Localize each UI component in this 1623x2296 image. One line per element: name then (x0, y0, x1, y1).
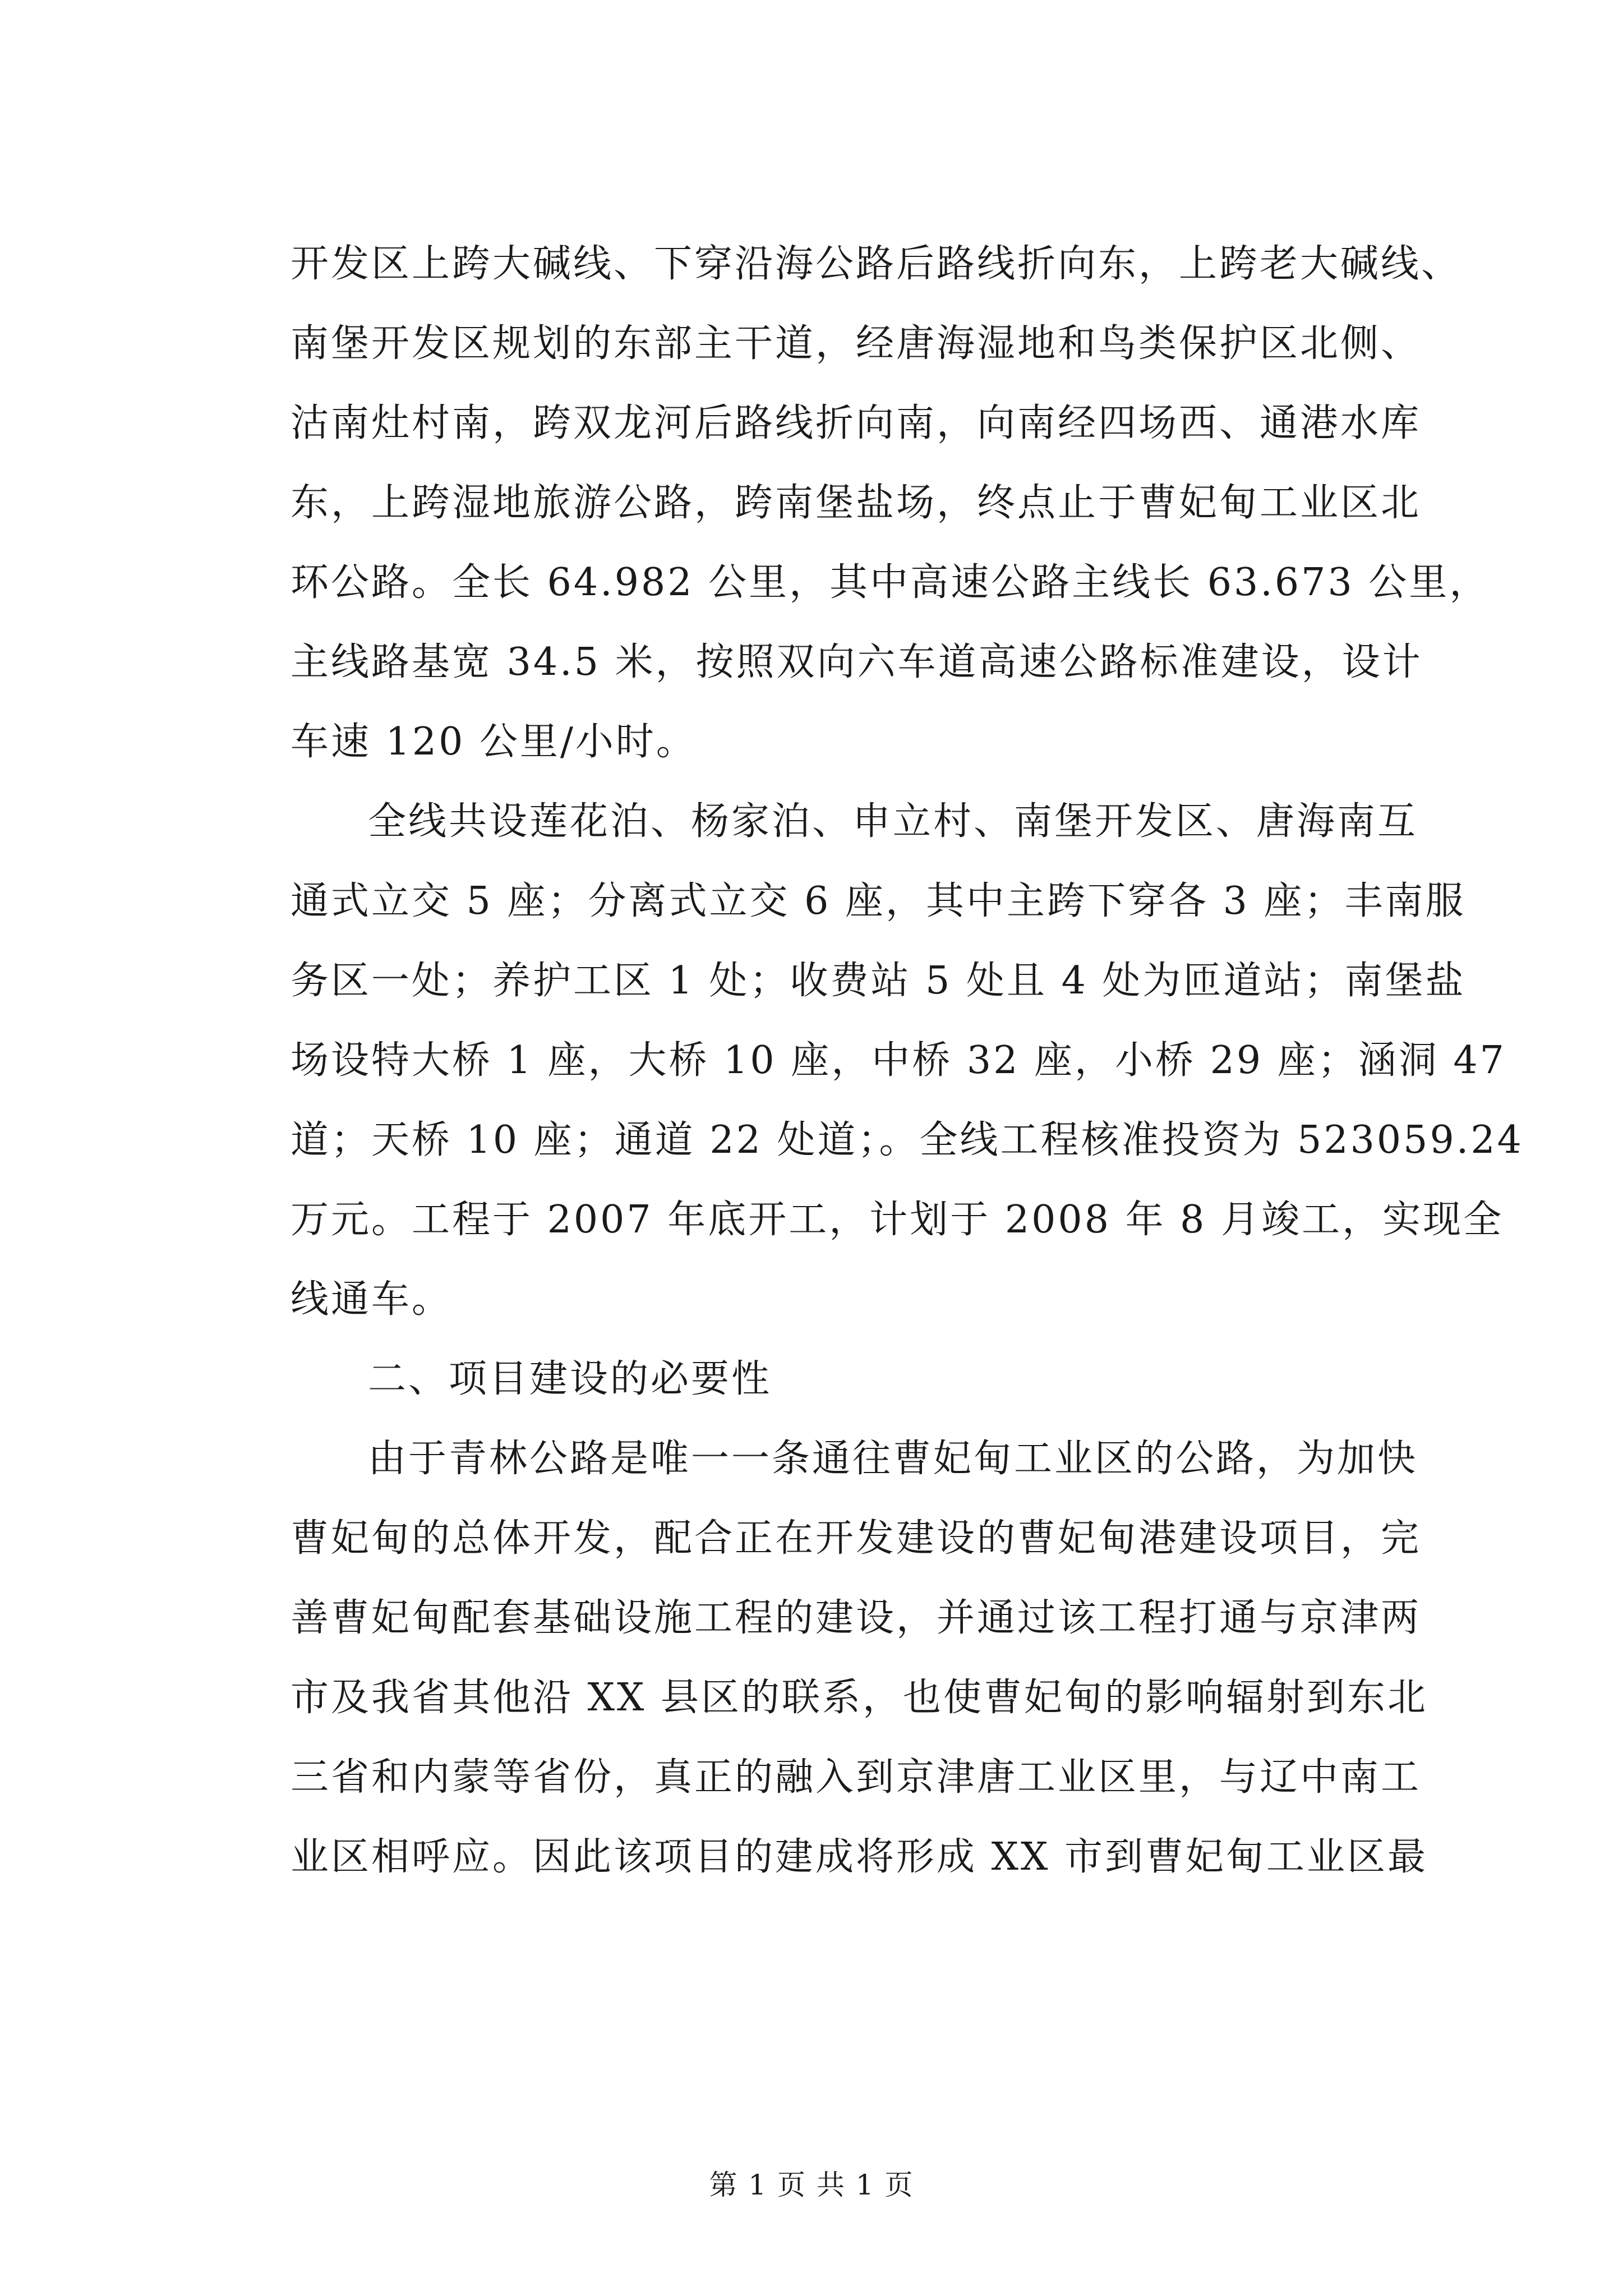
paragraph-start-line: 全线共设莲花泊、杨家泊、申立村、南堡开发区、唐海南互 (368, 799, 1418, 844)
text-line: 线通车。 (291, 1277, 453, 1322)
text-line: 市及我省其他沿 XX 县区的联系，也使曹妃甸的影响辐射到东北 (291, 1676, 1428, 1720)
text-line: 沽南灶村南，跨双龙河后路线折向南，向南经四场西、通港水库 (291, 401, 1422, 445)
text-line: 场设特大桥 1 座，大桥 10 座，中桥 32 座，小桥 29 座；涵洞 47 (291, 1038, 1506, 1083)
text-line: 车速 120 公里/小时。 (291, 720, 697, 764)
text-line: 善曹妃甸配套基础设施工程的建设，并通过该工程打通与京津两 (291, 1596, 1422, 1640)
text-line: 主线路基宽 34.5 米，按照双向六车道高速公路标准建设，设计 (291, 640, 1423, 684)
text-line: 务区一处；养护工区 1 处；收费站 5 处且 4 处为匝道站；南堡盐 (291, 959, 1466, 1003)
section-heading: 二、项目建设的必要性 (368, 1357, 772, 1401)
page-footer: 第 1 页 共 1 页 (709, 2169, 914, 2201)
document-body (291, 224, 1524, 1897)
text-line: 南堡开发区规划的东部主干道，经唐海湿地和鸟类保护区北侧、 (291, 321, 1422, 366)
text-line: 三省和内蒙等省份，真正的融入到京津唐工业区里，与辽中南工 (291, 1755, 1422, 1800)
text-line: 环公路。全长 64.982 公里，其中高速公路主线长 63.673 公里， (291, 560, 1490, 605)
paragraph-start-line: 由于青林公路是唯一一条通往曹妃甸工业区的公路，为加快 (368, 1437, 1418, 1481)
text-line: 道；天桥 10 座；通道 22 处道；。全线工程核准投资为 523059.24 (291, 1118, 1524, 1162)
text-line: 通式立交 5 座；分离式立交 6 座，其中主跨下穿各 3 座；丰南服 (291, 879, 1466, 923)
text-line: 东，上跨湿地旅游公路，跨南堡盐场，终点止于曹妃甸工业区北 (291, 481, 1422, 525)
text-line: 业区相呼应。因此该项目的建成将形成 XX 市到曹妃甸工业区最 (291, 1835, 1428, 1879)
text-line: 万元。工程于 2007 年底开工，计划于 2008 年 8 月竣工，实现全 (291, 1198, 1504, 1242)
text-line: 曹妃甸的总体开发，配合正在开发建设的曹妃甸港建设项目，完 (291, 1516, 1422, 1561)
text-line: 开发区上跨大碱线、下穿沿海公路后路线折向东，上跨老大碱线、 (291, 242, 1462, 286)
